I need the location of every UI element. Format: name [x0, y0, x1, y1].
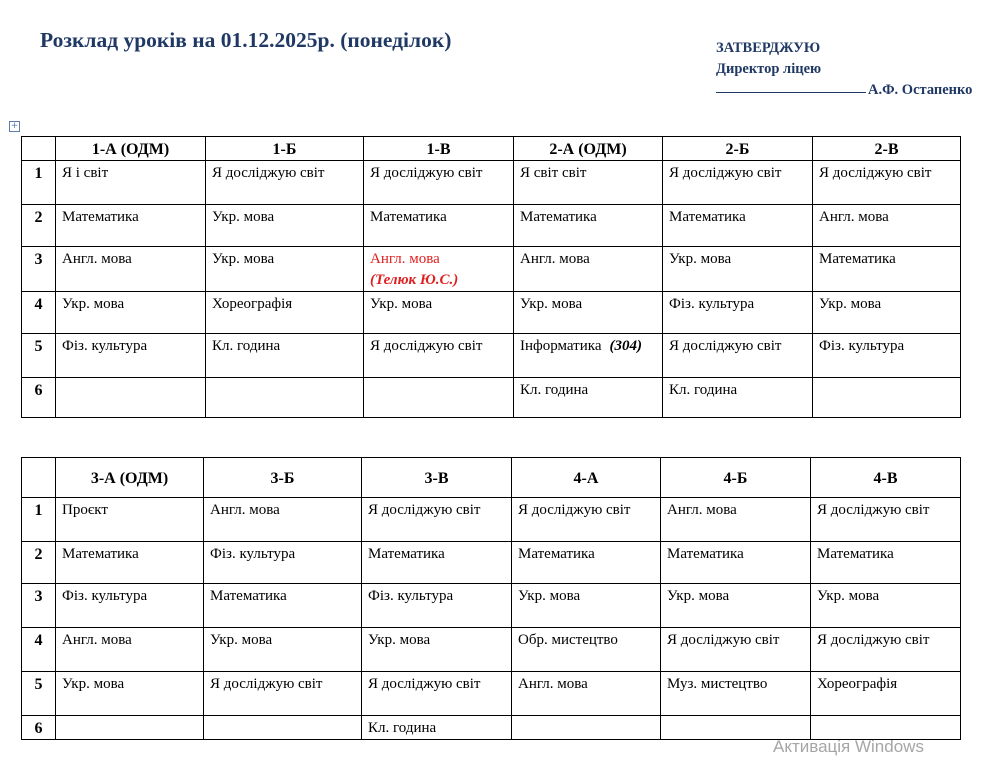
lesson-cell: [663, 247, 813, 292]
lesson-number: 4: [22, 292, 56, 334]
lesson-cell: [811, 672, 961, 716]
subject-name: Укр. мова: [368, 632, 431, 648]
lesson-cell: [514, 334, 663, 378]
lesson-cell: [364, 334, 514, 378]
lesson-cell: [364, 205, 514, 247]
lesson-cell: [364, 292, 514, 334]
lesson-cell: [206, 205, 364, 247]
subject-name: Укр. мова: [520, 296, 583, 312]
lesson-cell: [206, 161, 364, 205]
subject-name: Англ. мова: [520, 251, 590, 267]
subject-name: Я досліджую світ: [669, 338, 782, 354]
schedule-title: Розклад уроків на 01.12.2025р. (понеділок): [40, 28, 452, 52]
class-header: 3-Б: [204, 458, 362, 498]
lesson-cell: [206, 378, 364, 418]
lesson-cell: [512, 672, 661, 716]
subject-name: Математика: [520, 209, 597, 225]
lesson-cell: [661, 584, 811, 628]
subject-name: Укр. мова: [62, 296, 125, 312]
lesson-row: [22, 378, 961, 418]
lesson-cell: [661, 498, 811, 542]
lesson-cell: [204, 542, 362, 584]
subject-name: Англ. мова: [210, 502, 280, 518]
lesson-cell: [364, 247, 514, 292]
subject-name: Я і світ: [62, 165, 109, 181]
lesson-cell: [362, 628, 512, 672]
subject-name: Кл. година: [669, 382, 738, 398]
subject-name: Укр. мова: [518, 588, 581, 604]
subject-name: Англ. мова: [518, 676, 588, 692]
subject-name: Математика: [669, 209, 746, 225]
lesson-cell: [512, 542, 661, 584]
lesson-cell: [56, 542, 204, 584]
lesson-cell: [204, 498, 362, 542]
subject-name: Укр. мова: [819, 296, 882, 312]
subject-name: Укр. мова: [669, 251, 732, 267]
lesson-cell: [661, 542, 811, 584]
lesson-cell: [663, 378, 813, 418]
lesson-cell: [813, 334, 961, 378]
lesson-cell: [206, 292, 364, 334]
subject-name: Я досліджую світ: [817, 632, 930, 648]
subject-name: Математика: [370, 209, 447, 225]
subject-name: Англ. мова: [819, 209, 889, 225]
lesson-cell: [56, 334, 206, 378]
lesson-number: 5: [22, 334, 56, 378]
class-header: 1-В: [364, 137, 514, 161]
teacher-note: (Телюк Ю.С.): [370, 272, 459, 288]
subject-name: Я досліджую світ: [368, 502, 481, 518]
subject-name: Я досліджую світ: [819, 165, 932, 181]
lesson-cell: [811, 542, 961, 584]
class-header: 3-В: [362, 458, 512, 498]
subject-name: Математика: [210, 588, 287, 604]
lesson-number: 1: [22, 161, 56, 205]
lesson-row: [22, 205, 961, 247]
lesson-row: [22, 292, 961, 334]
subject-name: Проєкт: [62, 502, 108, 518]
lesson-cell: [661, 716, 811, 740]
subject-name: Кл. година: [368, 720, 437, 736]
class-header: 3-А (ОДМ): [56, 458, 204, 498]
class-header: 4-В: [811, 458, 961, 498]
subject-name: Англ. мова: [62, 251, 132, 267]
lesson-cell: [512, 716, 661, 740]
schedule-table-grades-1-2: [21, 136, 961, 418]
subject-name: Математика: [667, 546, 744, 562]
lesson-cell: [362, 542, 512, 584]
lesson-cell: [661, 672, 811, 716]
signature-line: [716, 91, 866, 93]
subject-name: Математика: [62, 209, 139, 225]
lesson-row: [22, 584, 961, 628]
subject-name: Я досліджую світ: [667, 632, 780, 648]
approval-block: [716, 38, 972, 101]
lesson-cell: [811, 498, 961, 542]
table-move-handle-icon[interactable]: +: [10, 121, 19, 131]
lesson-cell: [56, 378, 206, 418]
lesson-cell: [811, 716, 961, 740]
lesson-number: 1: [22, 498, 56, 542]
subject-name: Фіз. культура: [210, 546, 296, 562]
lesson-cell: [56, 584, 204, 628]
subject-name: Фіз. культура: [62, 338, 148, 354]
header-corner-cell: [22, 137, 56, 161]
lesson-cell: [663, 292, 813, 334]
lesson-cell: [56, 247, 206, 292]
lesson-cell: [56, 161, 206, 205]
lesson-row: [22, 542, 961, 584]
lesson-cell: [512, 584, 661, 628]
lesson-cell: [206, 247, 364, 292]
class-header: 2-Б: [663, 137, 813, 161]
lesson-number: 3: [22, 247, 56, 292]
header-corner-cell: [22, 458, 56, 498]
subject-name: Укр. мова: [370, 296, 433, 312]
subject-name: Я досліджую світ: [368, 676, 481, 692]
lesson-cell: [362, 672, 512, 716]
lesson-cell: [813, 247, 961, 292]
lesson-cell: [364, 378, 514, 418]
subject-name: Математика: [62, 546, 139, 562]
lesson-cell: [514, 161, 663, 205]
lesson-row: [22, 161, 961, 205]
lesson-cell: [204, 672, 362, 716]
lesson-cell: [811, 584, 961, 628]
subject-name: Укр. мова: [212, 251, 275, 267]
lesson-cell: [56, 716, 204, 740]
subject-name: Муз. мистецтво: [667, 676, 768, 692]
lesson-cell: [204, 628, 362, 672]
approval-heading: ЗАТВЕРДЖУЮ: [716, 40, 821, 56]
lesson-cell: [813, 205, 961, 247]
subject-name: Я досліджую світ: [518, 502, 631, 518]
lesson-cell: [56, 292, 206, 334]
subject-name: Я досліджую світ: [370, 338, 483, 354]
class-header: 1-Б: [206, 137, 364, 161]
lesson-cell: [813, 161, 961, 205]
class-header: 1-А (ОДМ): [56, 137, 206, 161]
class-header: 2-А (ОДМ): [514, 137, 663, 161]
director-name: А.Ф. Остапенко: [868, 82, 973, 98]
subject-name: Фіз. культура: [368, 588, 454, 604]
lesson-cell: [56, 498, 204, 542]
table-header-row: [22, 458, 961, 498]
lesson-number: 6: [22, 716, 56, 740]
lesson-cell: [56, 205, 206, 247]
lesson-cell: [362, 498, 512, 542]
lesson-cell: [362, 716, 512, 740]
lesson-row: [22, 672, 961, 716]
lesson-cell: [813, 378, 961, 418]
subject-name: Укр. мова: [667, 588, 730, 604]
subject-name: Кл. година: [520, 382, 589, 398]
lesson-cell: [512, 498, 661, 542]
lesson-number: 6: [22, 378, 56, 418]
subject-name: Англ. мова: [62, 632, 132, 648]
subject-name: Хореографія: [212, 296, 293, 312]
lesson-number: 5: [22, 672, 56, 716]
lesson-cell: [364, 161, 514, 205]
subject-name: Я досліджую світ: [212, 165, 325, 181]
approval-signature: [716, 80, 972, 101]
subject-name: Укр. мова: [210, 632, 273, 648]
lesson-row: [22, 498, 961, 542]
subject-name: Фіз. культура: [669, 296, 755, 312]
class-header: 2-В: [813, 137, 961, 161]
subject-name: Математика: [819, 251, 896, 267]
lesson-cell: [206, 334, 364, 378]
lesson-row: [22, 334, 961, 378]
lesson-cell: [362, 584, 512, 628]
subject-name: Обр. мистецтво: [518, 632, 618, 648]
subject-name: Укр. мова: [62, 676, 125, 692]
lesson-cell: [663, 205, 813, 247]
lesson-cell: [811, 628, 961, 672]
subject-name: Фіз. культура: [819, 338, 905, 354]
lesson-cell: [663, 161, 813, 205]
class-header: 4-Б: [661, 458, 811, 498]
lesson-number: 3: [22, 584, 56, 628]
subject-name: Я досліджую світ: [210, 676, 323, 692]
lesson-row: [22, 716, 961, 740]
subject-name: Укр. мова: [817, 588, 880, 604]
lesson-cell: [661, 628, 811, 672]
lesson-cell: [514, 378, 663, 418]
windows-activation-watermark: Активація Windows: [773, 737, 924, 756]
subject-name: Математика: [368, 546, 445, 562]
lesson-cell: [514, 292, 663, 334]
schedule-table-grades-3-4: [21, 457, 961, 740]
lesson-cell: [514, 247, 663, 292]
class-header: 4-А: [512, 458, 661, 498]
lesson-cell: [204, 716, 362, 740]
subject-name: Англ. мова: [667, 502, 737, 518]
lesson-cell: [512, 628, 661, 672]
subject-name: Хореографія: [817, 676, 898, 692]
approval-position: Директор ліцею: [716, 61, 822, 77]
subject-name: Я досліджую світ: [817, 502, 930, 518]
subject-name: Фіз. культура: [62, 588, 148, 604]
lesson-cell: [514, 205, 663, 247]
lesson-number: 4: [22, 628, 56, 672]
lesson-number: 2: [22, 542, 56, 584]
lesson-cell: [204, 584, 362, 628]
lesson-cell: [56, 672, 204, 716]
lesson-cell: [813, 292, 961, 334]
subject-name: Математика: [518, 546, 595, 562]
subject-name: Англ. мова: [370, 251, 440, 267]
subject-name: Інформатика: [520, 338, 602, 354]
lesson-number: 2: [22, 205, 56, 247]
lesson-row: [22, 247, 961, 292]
lesson-row: [22, 628, 961, 672]
subject-name: Укр. мова: [212, 209, 275, 225]
subject-name: Математика: [817, 546, 894, 562]
room-note: (304): [609, 338, 642, 354]
subject-name: Я світ світ: [520, 165, 587, 181]
subject-name: Кл. година: [212, 338, 281, 354]
lesson-cell: [663, 334, 813, 378]
table-header-row: [22, 137, 961, 161]
lesson-cell: [56, 628, 204, 672]
subject-name: Я досліджую світ: [370, 165, 483, 181]
subject-name: Я досліджую світ: [669, 165, 782, 181]
